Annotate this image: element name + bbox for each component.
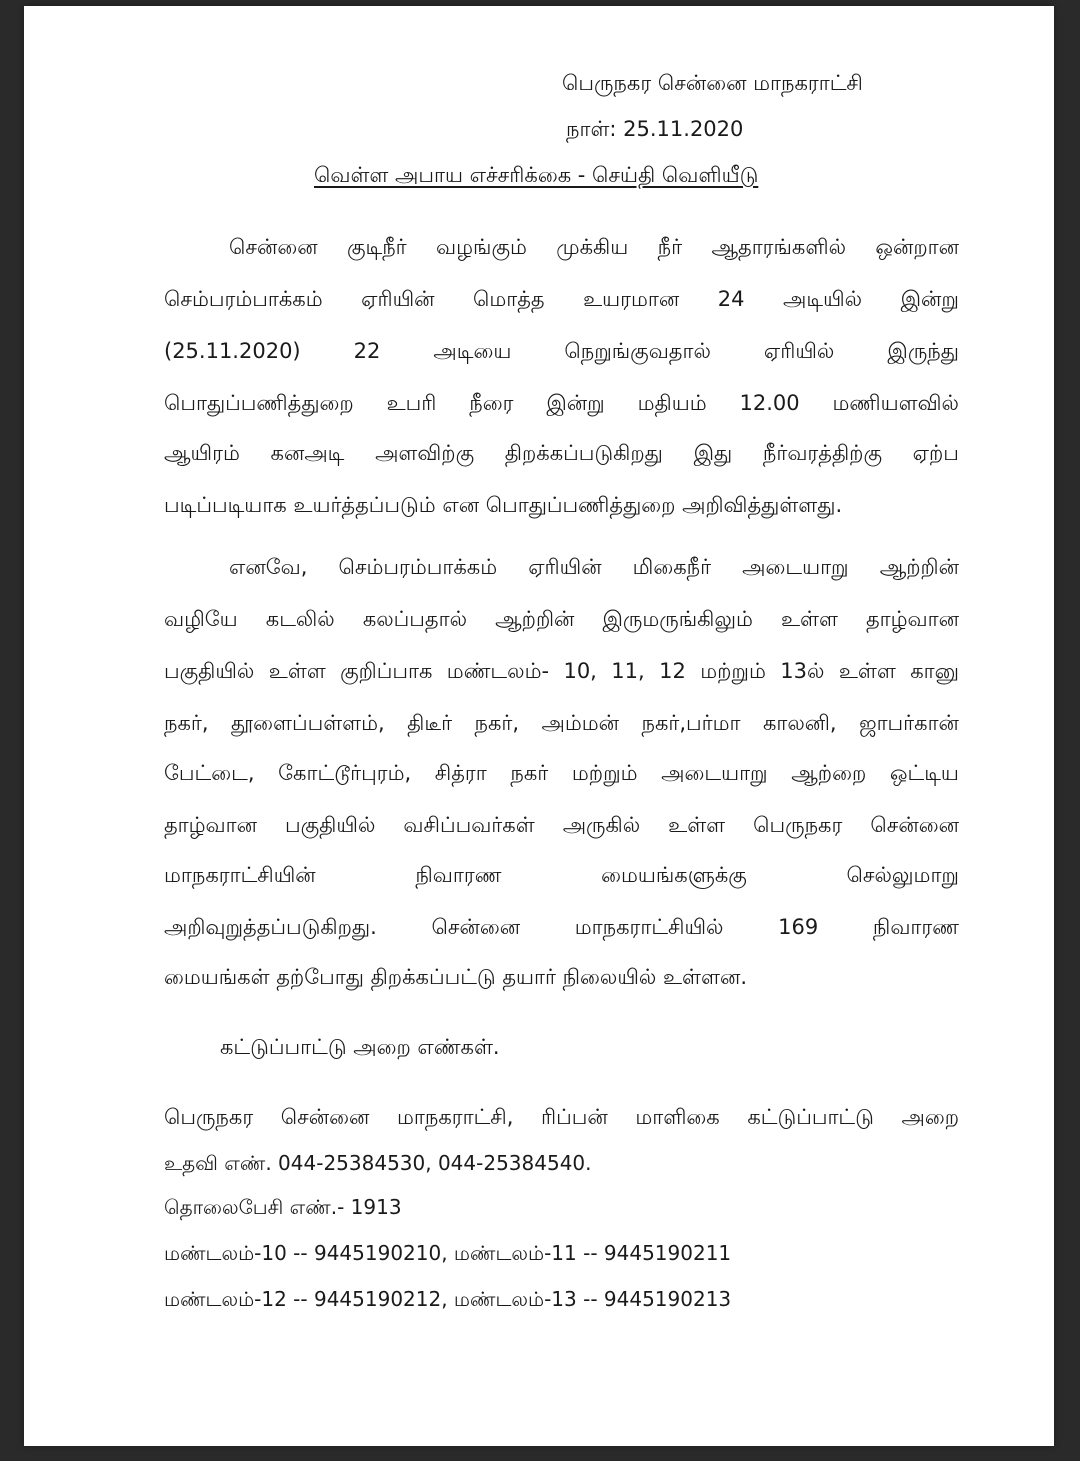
- word: ரிப்பன்: [541, 1105, 608, 1129]
- word: மணியளவில்: [832, 391, 959, 415]
- word: மாளிகை: [635, 1105, 720, 1129]
- word: திறக்கப்படுகிறது: [504, 441, 663, 465]
- word: 12.00: [739, 391, 800, 415]
- word: அளவிற்கு: [375, 441, 475, 465]
- word: உள்ள: [838, 659, 896, 683]
- word: காலனி,: [762, 711, 837, 735]
- paragraph2-line: [164, 708, 959, 738]
- word: மிகைநீர்: [632, 555, 712, 579]
- word: மற்றும்: [700, 659, 766, 683]
- helpline-numbers: உதவி எண். 044-25384530, 044-25384540.: [164, 1151, 592, 1175]
- word: இன்று: [900, 287, 959, 311]
- word: ஆயிரம்: [164, 441, 240, 465]
- word: உள்ள: [668, 813, 726, 837]
- paragraph2-line: [164, 758, 959, 788]
- word: கலப்பதால்: [362, 607, 468, 631]
- word: பெருநகர: [164, 1105, 254, 1129]
- paragraph2-line: [229, 552, 959, 582]
- word: திடீர்: [407, 711, 453, 735]
- word: சென்னை: [870, 813, 959, 837]
- word: பகுதியில்: [164, 659, 255, 683]
- word: (25.11.2020): [164, 339, 301, 363]
- word: நிவாரண: [872, 915, 959, 939]
- word: அருகில்: [562, 813, 641, 837]
- paragraph1-line: படிப்படியாக உயர்த்தப்படும் என பொதுப்பணித்துறை அறிவித்துள்ளது.: [164, 493, 843, 517]
- press-release-page: [24, 6, 1054, 1446]
- word: அறிவுறுத்தப்படுகிறது.: [164, 915, 377, 939]
- headline: வெள்ள அபாய எச்சரிக்கை - செய்தி வெளியீடு: [314, 163, 759, 187]
- paragraph1-line: [229, 232, 959, 262]
- paragraph1-line: [164, 438, 959, 468]
- word: நகர்,பர்மா: [641, 711, 741, 735]
- word: பெருநகர: [753, 813, 843, 837]
- word: 10,: [563, 659, 597, 683]
- word: ஏரியின்: [528, 555, 602, 579]
- word: மதியம்: [637, 391, 707, 415]
- word: ஆற்றின்: [495, 607, 575, 631]
- organization-name: பெருநகர சென்னை மாநகராட்சி: [562, 71, 863, 95]
- phone-number: தொலைபேசி எண்.- 1913: [164, 1195, 402, 1219]
- word: அடையாறு: [661, 761, 768, 785]
- word: அம்மன்: [541, 711, 620, 735]
- word: நிவாரண: [415, 863, 502, 887]
- word: பேட்டை,: [164, 761, 255, 785]
- word: மொத்த: [473, 287, 545, 311]
- word: கோட்டூர்புரம்,: [278, 761, 412, 785]
- word: முக்கிய: [556, 235, 629, 259]
- word: 22: [353, 339, 381, 363]
- word: மண்டலம்-: [446, 659, 550, 683]
- word: கனஅடி: [270, 441, 345, 465]
- paragraph2-line: [164, 860, 959, 890]
- word: கட்டுப்பாட்டு: [747, 1105, 874, 1129]
- word: ஏற்ப: [912, 441, 959, 465]
- word: நீர்வரத்திற்கு: [762, 441, 882, 465]
- word: இன்று: [546, 391, 605, 415]
- control-room-line: [164, 1102, 959, 1132]
- word: இது: [693, 441, 733, 465]
- word: நீர்: [657, 235, 683, 259]
- word: தூளைப்பள்ளம்,: [231, 711, 385, 735]
- paragraph2-line: [164, 810, 959, 840]
- word: அடியில்: [783, 287, 863, 311]
- paragraph1-line: [164, 284, 959, 314]
- word: மையங்களுக்கு: [601, 863, 747, 887]
- paragraph1-line: [164, 336, 959, 366]
- word: 13ல்: [780, 659, 825, 683]
- word: அடையாறு: [742, 555, 849, 579]
- word: குடிநீர்: [346, 235, 407, 259]
- word: 12: [659, 659, 686, 683]
- word: ஏரியில்: [763, 339, 835, 363]
- word: பகுதியில்: [285, 813, 376, 837]
- word: தாழ்வான: [164, 813, 257, 837]
- word: மாநகராட்சியில்: [574, 915, 724, 939]
- word: செல்லுமாறு: [846, 863, 959, 887]
- word: 24: [717, 287, 745, 311]
- word: சென்னை: [431, 915, 521, 939]
- word: உயரமான: [583, 287, 680, 311]
- word: ஜாபர்கான்: [859, 711, 959, 735]
- word: சென்னை: [229, 235, 318, 259]
- word: ஆற்றை: [791, 761, 867, 785]
- word: வழங்கும்: [436, 235, 527, 259]
- word: வழியே: [164, 607, 238, 631]
- word: பொதுப்பணித்துறை: [164, 391, 354, 415]
- paragraph2-line: [164, 912, 959, 942]
- word: ஆதாரங்களில்: [711, 235, 846, 259]
- word: சித்ரா: [434, 761, 487, 785]
- word: வசிப்பவர்கள்: [403, 813, 535, 837]
- paragraph1-line: [164, 388, 959, 418]
- word: நீரை: [469, 391, 514, 415]
- word: சென்னை: [280, 1105, 370, 1129]
- zone-numbers-line: மண்டலம்-12 -- 9445190212, மண்டலம்-13 -- 9445190213: [164, 1287, 732, 1311]
- word: உள்ள: [780, 607, 838, 631]
- word: 169: [778, 915, 819, 939]
- word: ஒன்றான: [875, 235, 959, 259]
- word: உபரி: [386, 391, 437, 415]
- word: செம்பரம்பாக்கம்: [338, 555, 498, 579]
- word: நகர்,: [164, 711, 209, 735]
- word: மற்றும்: [571, 761, 638, 785]
- word: குறிப்பாக: [340, 659, 433, 683]
- word: நகர்,: [474, 711, 520, 735]
- paragraph2-line: [164, 656, 959, 686]
- word: நெறுங்குவதால்: [564, 339, 711, 363]
- word: கானு: [910, 659, 959, 683]
- word: ஒட்டிய: [889, 761, 959, 785]
- word: கடலில்: [265, 607, 335, 631]
- paragraph2-line: [164, 604, 959, 634]
- word: நகர்: [510, 761, 549, 785]
- word: இருமருங்கிலும்: [602, 607, 753, 631]
- word: செம்பரம்பாக்கம்: [164, 287, 323, 311]
- zone-numbers-line: மண்டலம்-10 -- 9445190210, மண்டலம்-11 -- 9445190211: [164, 1241, 732, 1265]
- word: அடியை: [433, 339, 512, 363]
- paragraph2-line: மையங்கள் தற்போது திறக்கப்பட்டு தயார் நிலையில் உள்ளன.: [164, 965, 747, 989]
- word: அறை: [901, 1105, 959, 1129]
- word: மாநகராட்சி,: [396, 1105, 514, 1129]
- word: ஏரியின்: [361, 287, 435, 311]
- word: எனவே,: [229, 555, 308, 579]
- word: உள்ள: [268, 659, 326, 683]
- word: இருந்து: [887, 339, 959, 363]
- control-room-heading: கட்டுப்பாட்டு அறை எண்கள்.: [220, 1035, 500, 1059]
- release-date: நாள்: 25.11.2020: [566, 117, 744, 141]
- word: ஆற்றின்: [879, 555, 959, 579]
- word: தாழ்வான: [865, 607, 959, 631]
- word: மாநகராட்சியின்: [164, 863, 316, 887]
- word: 11,: [611, 659, 645, 683]
